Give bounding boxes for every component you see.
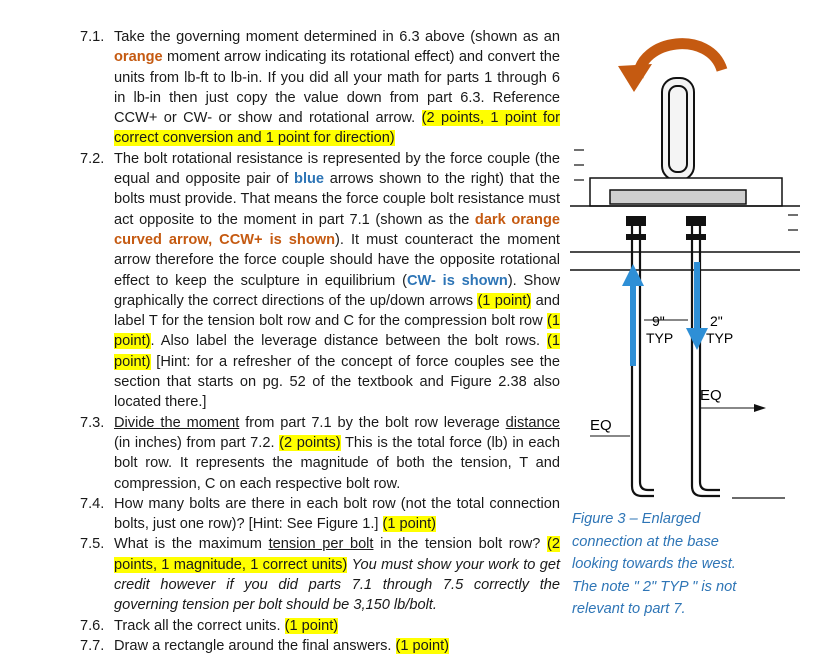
anchor-bolts	[632, 220, 720, 496]
question-text: What is the maximum	[114, 536, 269, 553]
question-item	[80, 636, 560, 656]
question-text: in the tension bolt row?	[373, 536, 548, 553]
points-highlight: (1 point)	[284, 617, 339, 634]
question-item	[80, 534, 560, 615]
question-text: and label T for the tension bolt row and C for the compression bolt row	[114, 292, 561, 330]
question-number: 7.5.	[80, 536, 105, 553]
points-highlight: (1 point)	[114, 333, 560, 370]
question-number: 7.3.	[80, 414, 105, 431]
caption-line: relevant to part 7.	[572, 601, 686, 617]
dim-right-label: 2"	[710, 313, 723, 329]
points-highlight: (1 point)	[395, 637, 450, 654]
typ-left-label: TYP	[646, 330, 674, 346]
question-item	[80, 494, 560, 535]
question-text: moment arrow indicating its rotational effect) and convert the units from lb-ft to lb-in. If you did all your math for parts 1 through 6 in lb-in then just copy the value down from part 6.3. Reference CCW+ or CW- or show and rotational arrow.	[114, 49, 560, 127]
question-number: 7.7.	[80, 637, 105, 654]
question-text: Track all the correct units.	[114, 617, 285, 634]
question-text: Draw a rectangle around the final answers.	[114, 637, 396, 654]
question-item	[80, 149, 560, 413]
question-text: ). It must counteract the moment arrow therefore the force couple should have the opposite rotational effect to keep the sculpture in equilibrium (	[114, 231, 560, 289]
column-section	[662, 78, 694, 180]
svg-text:EQ: EQ	[700, 387, 722, 404]
points-highlight: (1 point)	[114, 313, 560, 350]
question-text: Take the governing moment determined in 6.3 above (shown as an	[114, 29, 560, 45]
force-couple-arrows	[622, 262, 708, 366]
dim-left-label: 9"	[652, 313, 665, 329]
question-number: 7.6.	[80, 617, 105, 634]
question-text: CW- is shown	[406, 272, 508, 289]
question-number: 7.4.	[80, 495, 105, 512]
eq-right	[700, 387, 766, 412]
question-text: orange	[114, 49, 163, 66]
caption-line: connection at the base	[572, 533, 719, 550]
question-text: [Hint: for a refresher of the concept of force couples see the section that starts on pg. 52 of the textbook and Figure 2.38 also located there.]	[114, 353, 560, 411]
question-text: tension per bolt	[268, 536, 374, 553]
question-number: 7.1.	[80, 29, 105, 45]
points-highlight: (2 points, 1 point for correct conversion and 1 point for direction)	[114, 110, 560, 147]
question-item	[80, 616, 560, 636]
points-highlight: (2 points)	[279, 434, 341, 451]
question-text: . Also label the leverage distance between the bolt rows.	[150, 333, 548, 350]
question-text: How many bolts are there in each bolt row (not the total connection bolts, just one row)? [Hint: See Figure 1.]	[114, 495, 560, 533]
points-highlight: (2 points, 1 magnitude, 1 correct units)	[114, 536, 560, 573]
compression-arrowhead-icon	[686, 328, 708, 350]
caption-line: looking towards the west.	[572, 556, 736, 572]
question-text: distance	[505, 414, 560, 431]
question-text: arrows shown to the right) that the bolts must provide. That means the force couple bolt resistance must act opposite to the moment in part 7.1 (shown as the	[114, 171, 560, 228]
question-text: dark orange curved arrow, CCW+ is shown	[114, 211, 560, 248]
eq-left-label: EQ	[590, 417, 612, 434]
question-text: This is the total force (lb) in each bolt row. It represents the magnitude of both the tension, T and compression, C on each respective bolt row.	[114, 434, 561, 492]
moment-arrowhead-icon	[618, 64, 652, 92]
question-text: ). Show graphically the correct directions of the up/down arrows	[114, 272, 561, 309]
question-number: 7.2.	[80, 150, 105, 167]
caption-line: The note " 2" TYP " is not	[572, 578, 737, 595]
question-text: (in inches) from part 7.2.	[114, 434, 280, 451]
caption-line: Figure 3 – Enlarged	[572, 511, 701, 527]
question-item	[80, 27, 560, 149]
bolt-nuts	[626, 216, 706, 240]
points-highlight: (1 point)	[477, 292, 532, 309]
connection-figure	[570, 20, 800, 510]
base-plate	[570, 178, 800, 270]
question-item	[80, 413, 560, 494]
tension-arrow-shaft	[630, 282, 636, 366]
question-text: You must show your work to get credit however if you did parts 7.1 through 7.5 correctly the governing tension per bolt should be 3,150 lb/bolt.	[114, 556, 560, 614]
typ-right-label: TYP	[706, 330, 734, 346]
moment-arrow-icon	[638, 44, 722, 78]
question-text: blue	[294, 171, 325, 188]
points-highlight: (1 point)	[382, 516, 437, 533]
compression-arrow-shaft	[694, 262, 700, 332]
question-text: from part 7.1 by the bolt row leverage	[239, 414, 506, 431]
figure-caption	[572, 508, 812, 621]
questions-list	[80, 27, 560, 656]
question-text: The bolt rotational resistance is represented by the force couple (the equal and opposite pair of	[114, 150, 560, 188]
question-text: Divide the moment	[114, 414, 240, 431]
